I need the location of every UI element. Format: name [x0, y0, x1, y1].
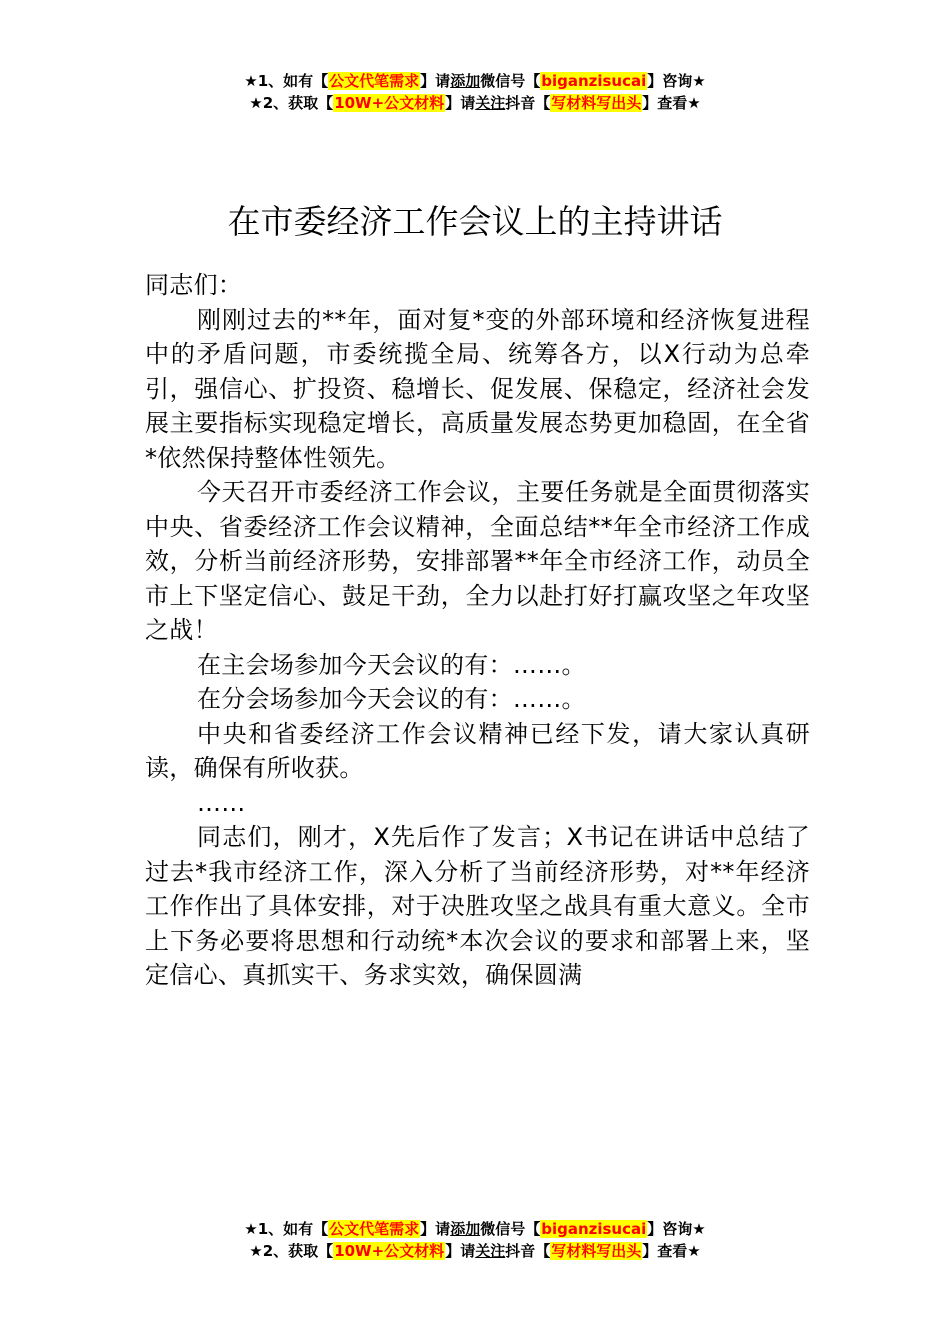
ad-text: 1、如有【 [257, 72, 329, 90]
ad-text: 】请 [420, 1220, 451, 1238]
footer-ad [0, 1218, 950, 1262]
ad-text: 】咨询★ [647, 1220, 706, 1238]
paragraph: 中央和省委经济工作会议精神已经下发，请大家认真研读，确保有所收获。 [145, 719, 810, 782]
ad-text: 】请 [445, 94, 476, 112]
paragraph: 刚刚过去的**年，面对复*变的外部环境和经济恢复进程中的矛盾问题，市委统揽全局、统筹各方，以X行动为总牵引，强信心、扩投资、稳增长、促发展、保稳定，经济社会发展主要指标实现稳定增长，高质量发展态势更加稳固，在全省*依然保持整体性领先。 [145, 305, 810, 472]
document-title: 在市委经济工作会议上的主持讲话 [227, 202, 723, 242]
paragraph: 今天召开市委经济工作会议，主要任务就是全面贯彻落实中央、省委经济工作会议精神，全面总结**年全市经济工作成效，分析当前经济形势，安排部署**年全市经济工作，动员全市上下坚定信心、鼓足干劲，全力以赴打好打赢攻坚之年攻坚之战！ [145, 478, 810, 644]
star-icon: ★ [244, 72, 258, 90]
ad-underline: 关注 [475, 94, 506, 112]
ad-text: 】请 [420, 72, 451, 90]
ad-highlight: biganzisucai [541, 1220, 647, 1238]
ad-underline: 添加 [450, 72, 481, 90]
ad-text: 抖音【 [505, 94, 551, 112]
ad-text: 2、获取【 [262, 94, 334, 112]
paragraph: …… [197, 788, 246, 817]
ad-text: 】请 [445, 1242, 476, 1260]
ad-text: 微信号【 [480, 1220, 541, 1238]
ad-text: 2、获取【 [262, 1242, 334, 1260]
star-icon: ★ [249, 1242, 263, 1260]
ad-text: 抖音【 [505, 1242, 551, 1260]
ad-line-1 [0, 1218, 950, 1240]
ad-highlight: biganzisucai [541, 72, 647, 90]
ad-text: 】咨询★ [647, 72, 706, 90]
paragraph: 在分会场参加今天会议的有：……。 [197, 685, 586, 713]
ad-text: 】查看★ [642, 1242, 701, 1260]
ad-highlight: 公文代笔需求 [329, 72, 420, 90]
ad-highlight: 写材料写出头 [551, 1242, 642, 1260]
paragraph: 同志们，刚才，X先后作了发言；X书记在讲话中总结了过去*我市经济工作，深入分析了当前经济形势，对**年经济工作作出了具体安排，对于决胜攻坚之战具有重大意义。全市上下务必要将思想和行动统*本次会议的要求和部署上来，坚定信心、真抓实干、务求实效，确保圆满 [145, 823, 810, 989]
ad-highlight: 公文代笔需求 [329, 1220, 420, 1238]
ad-line-1 [0, 70, 950, 92]
ad-text: 1、如有【 [257, 1220, 329, 1238]
paragraph: 在主会场参加今天会议的有：……。 [197, 650, 586, 679]
ad-text: 微信号【 [480, 72, 541, 90]
ad-highlight: 10W+公文材料 [334, 1242, 445, 1260]
ad-text: 】查看★ [642, 94, 701, 112]
star-icon: ★ [244, 1220, 258, 1238]
document-body [145, 268, 810, 993]
ad-underline: 添加 [450, 1220, 481, 1238]
ad-line-2 [0, 1240, 950, 1262]
ad-highlight: 10W+公文材料 [334, 94, 445, 112]
salutation: 同志们： [145, 271, 243, 299]
ad-underline: 关注 [475, 1242, 506, 1260]
star-icon: ★ [249, 94, 263, 112]
ad-highlight: 写材料写出头 [551, 94, 642, 112]
header-ad [0, 70, 950, 114]
ad-line-2 [0, 92, 950, 114]
